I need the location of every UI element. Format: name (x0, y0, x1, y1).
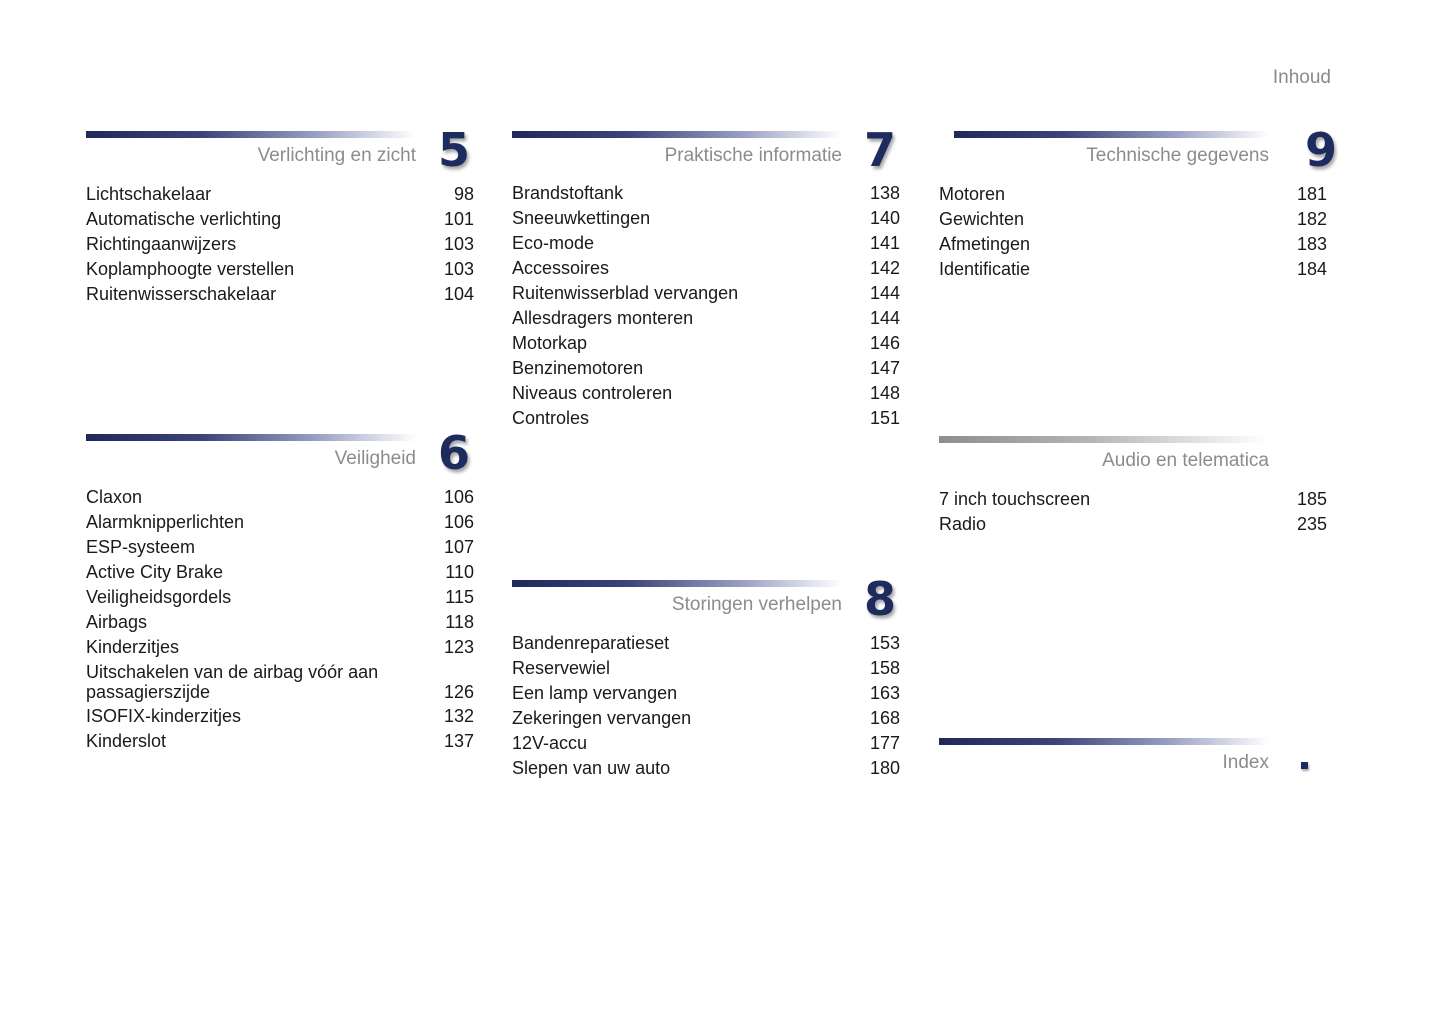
section-bar (512, 131, 842, 138)
toc-entry[interactable]: Koplamphoogte verstellen 103 (86, 257, 474, 282)
entry-list (86, 485, 474, 754)
toc-entry[interactable]: 12V-accu 177 (512, 731, 900, 756)
toc-entry[interactable]: Accessoires 142 (512, 256, 900, 281)
toc-entry[interactable]: Motorkap 146 (512, 331, 900, 356)
page-number: 177 (869, 733, 900, 753)
chapter-number[interactable]: 6 (438, 426, 471, 480)
page-number: 151 (869, 408, 900, 428)
page-number: 132 (443, 706, 474, 726)
chapter-number[interactable]: 7 (864, 123, 897, 177)
toc-entry[interactable]: Identificatie 184 (939, 257, 1327, 282)
page-number: 181 (1296, 184, 1327, 204)
chapter-number[interactable]: 5 (438, 123, 471, 177)
page-number: 115 (445, 587, 474, 607)
section-title[interactable]: Verlichting en zicht (257, 145, 416, 166)
page-number: 101 (443, 209, 474, 229)
section-bar (86, 434, 416, 441)
chapter-number[interactable]: 9 (1305, 123, 1338, 177)
toc-entry[interactable]: Automatische verlichting 101 (86, 207, 474, 232)
page-number: 110 (445, 562, 474, 582)
page-number: 163 (869, 683, 900, 703)
toc-entry[interactable]: Sneeuwkettingen 140 (512, 206, 900, 231)
page-number: 182 (1296, 209, 1327, 229)
toc-entry[interactable]: Zekeringen vervangen 168 (512, 706, 900, 731)
toc-entry[interactable]: Airbags 118 (86, 610, 474, 635)
page-number: 141 (869, 233, 900, 253)
page-number: 123 (443, 637, 474, 657)
toc-entry[interactable]: Alarmknipperlichten 106 (86, 510, 474, 535)
toc-entry[interactable]: Niveaus controleren 148 (512, 381, 900, 406)
page-number: 147 (869, 358, 900, 378)
page-number: 144 (869, 308, 900, 328)
toc-entry[interactable]: Kinderzitjes 123 (86, 635, 474, 660)
section-title[interactable]: Veiligheid (334, 448, 416, 469)
page-number: 118 (445, 612, 474, 632)
section-title[interactable]: Technische gegevens (1086, 145, 1269, 166)
page-number: 107 (443, 537, 474, 557)
toc-entry[interactable]: Bandenreparatieset 153 (512, 631, 900, 656)
section-title[interactable]: Praktische informatie (664, 145, 842, 166)
toc-entry[interactable]: Lichtschakelaar 98 (86, 182, 474, 207)
toc-entry[interactable]: Reservewiel 158 (512, 656, 900, 681)
toc-entry[interactable]: Kinderslot 137 (86, 729, 474, 754)
toc-entry[interactable]: Active City Brake 110 (86, 560, 474, 585)
page-number: 137 (443, 731, 474, 751)
page-number: 183 (1296, 234, 1327, 254)
toc-entry[interactable]: Motoren 181 (939, 182, 1327, 207)
section-bar (939, 738, 1269, 745)
chapter-number[interactable]: 8 (864, 572, 897, 626)
page-header-label: Inhoud (1272, 67, 1331, 88)
toc-entry[interactable]: Ruitenwisserschakelaar 104 (86, 282, 474, 307)
page-number: 158 (869, 658, 900, 678)
toc-entry[interactable]: Een lamp vervangen 163 (512, 681, 900, 706)
page-number: 98 (453, 184, 474, 204)
entry-list (512, 181, 900, 431)
page-number: 126 (443, 682, 474, 702)
section-title[interactable]: Index (1222, 752, 1269, 773)
page-number: 106 (443, 487, 474, 507)
toc-entry[interactable]: Controles 151 (512, 406, 900, 431)
toc-entry[interactable]: ESP-systeem 107 (86, 535, 474, 560)
page-number: 168 (869, 708, 900, 728)
page-number: 106 (443, 512, 474, 532)
toc-entry[interactable]: Gewichten 182 (939, 207, 1327, 232)
toc-entry[interactable]: Ruitenwisserblad vervangen 144 (512, 281, 900, 306)
section-bar (512, 580, 842, 587)
page-number: 153 (869, 633, 900, 653)
page-number: 144 (869, 283, 900, 303)
page-number: 142 (869, 258, 900, 278)
toc-entry[interactable]: Brandstoftank 138 (512, 181, 900, 206)
toc-entry[interactable]: Benzinemotoren 147 (512, 356, 900, 381)
page-number: 185 (1296, 489, 1327, 509)
toc-entry[interactable]: Uitschakelen van de airbag vóór aan passagierszijde 126 (86, 662, 474, 702)
page-number: 140 (869, 208, 900, 228)
section-bar (86, 131, 416, 138)
index-marker-icon (1301, 762, 1308, 769)
page-number: 146 (869, 333, 900, 353)
page-number: 180 (869, 758, 900, 778)
section-title[interactable]: Storingen verhelpen (671, 594, 842, 615)
toc-entry[interactable]: Slepen van uw auto 180 (512, 756, 900, 781)
entry-list (86, 182, 474, 307)
section-bar (954, 131, 1269, 138)
toc-entry[interactable]: Veiligheidsgordels 115 (86, 585, 474, 610)
entry-list (939, 487, 1327, 537)
entry-list (512, 631, 900, 781)
page-number: 235 (1296, 514, 1327, 534)
toc-entry[interactable]: Radio 235 (939, 512, 1327, 537)
section-title[interactable]: Audio en telematica (1102, 450, 1269, 471)
toc-entry[interactable]: Allesdragers monteren 144 (512, 306, 900, 331)
toc-entry[interactable]: ISOFIX-kinderzitjes 132 (86, 704, 474, 729)
toc-entry[interactable]: Eco-mode 141 (512, 231, 900, 256)
toc-entry[interactable]: 7 inch touchscreen 185 (939, 487, 1327, 512)
section-bar (939, 436, 1269, 443)
toc-entry[interactable]: Afmetingen 183 (939, 232, 1327, 257)
page-number: 138 (869, 183, 900, 203)
toc-entry[interactable]: Richtingaanwijzers 103 (86, 232, 474, 257)
page-number: 104 (443, 284, 474, 304)
toc-entry[interactable]: Claxon 106 (86, 485, 474, 510)
entry-list (939, 182, 1327, 282)
page-number: 103 (443, 234, 474, 254)
page-number: 184 (1296, 259, 1327, 279)
page-number: 103 (443, 259, 474, 279)
page-number: 148 (869, 383, 900, 403)
